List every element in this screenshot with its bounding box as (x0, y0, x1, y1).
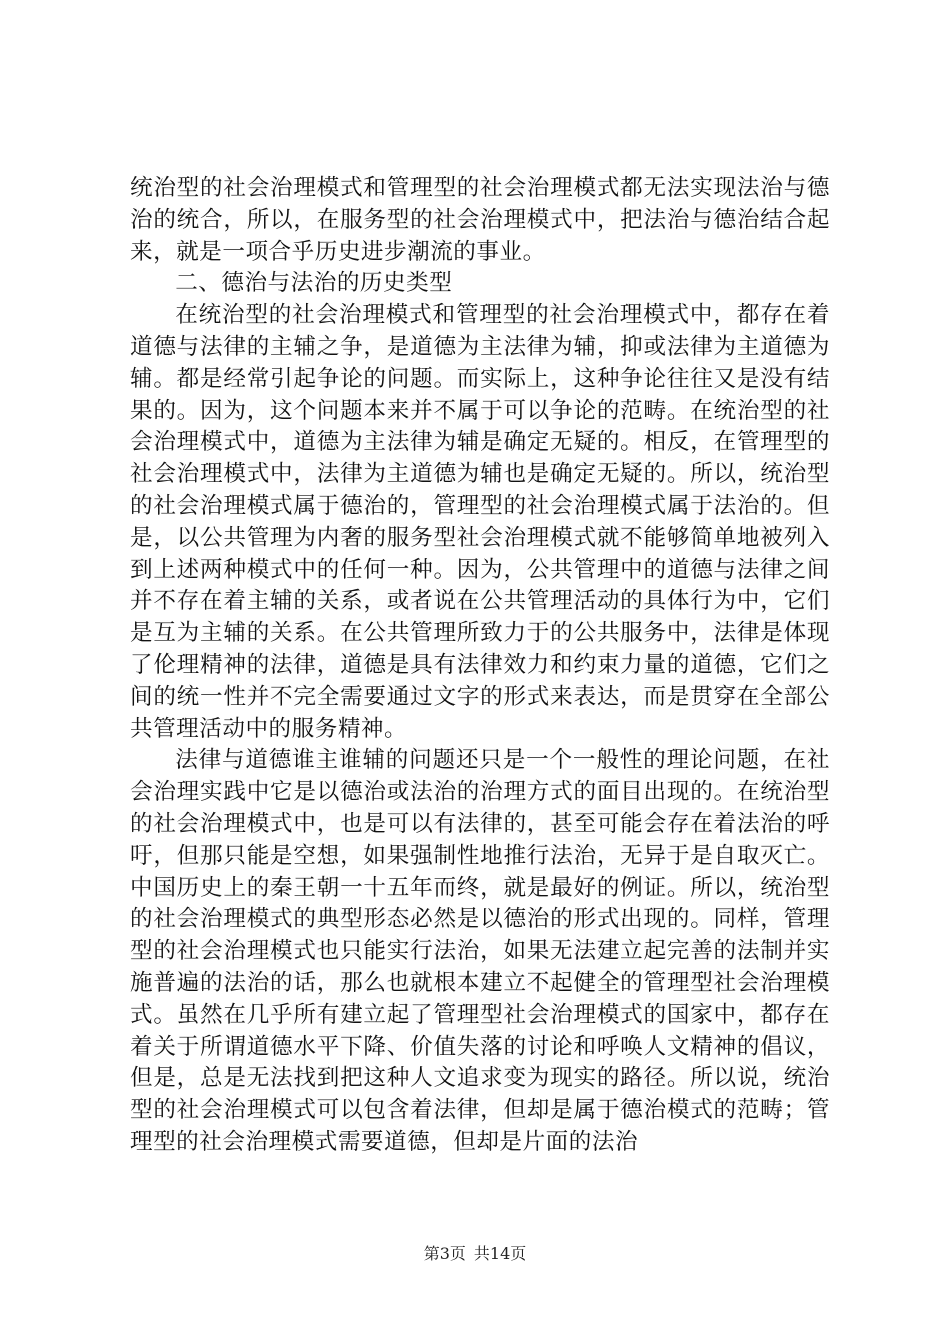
page-footer (0, 1244, 950, 1264)
page-total: 共14页 (473, 1244, 527, 1263)
document-body (130, 173, 830, 1159)
section-heading: 二、德治与法治的历史类型 (175, 270, 453, 297)
paragraph: 法律与道德谁主谁辅的问题还只是一个一般性的理论问题，在社会治理实践中它是以德治或法治的治理方式的面目出现的。在统治型的社会治理模式中，也是可以有法律的，甚至可能会存在着法治的呼吁，但那只能是空想，如果强制性地推行法治，无异于是自取灭亡。中国历史上的秦王朝一十五年而终，就是最好的例证。所以，统治型的社会治理模式的典型形态必然是以德治的形式出现的。同样，管理型的社会治理模式也只能实行法治，如果无法建立起完善的法制并实施普遍的法治的话，那么也就根本建立不起健全的管理型社会治理模式。虽然在几乎所有建立起了管理型社会治理模式的国家中，都存在着关于所谓道德水平下降、价值失落的讨论和呼唤人文精神的倡议，但是，总是无法找到把这种人文追求变为现实的路径。所以说，统治型的社会治理模式可以包含着法律，但却是属于德治模式的范畴；管理型的社会治理模式需要道德，但却是片面的法治 (130, 747, 830, 1155)
page-number: 第3页 (423, 1244, 466, 1263)
paragraph: 在统治型的社会治理模式和管理型的社会治理模式中，都存在着道德与法律的主辅之争，是道德为主法律为辅，抑或法律为主道德为辅。都是经常引起争论的问题。而实际上，这种争论往往又是没有结果的。因为，这个问题本来并不属于可以争论的范畴。在统治型的社会治理模式中，道德为主法律为辅是确定无疑的。相反，在管理型的社会治理模式中，法律为主道德为辅也是确定无疑的。所以，统治型的社会治理模式属于德治的，管理型的社会治理模式属于法治的。但是，以公共管理为内奢的服务型社会治理模式就不能够简单地被列入到上述两种模式中的任何一种。因为，公共管理中的道德与法律之间并不存在着主辅的关系，或者说在公共管理活动的具体行为中，它们是互为主辅的关系。在公共管理所致力于的公共服务中，法律是体现了伦理精神的法律，道德是具有法律效力和约束力量的道德，它们之间的统一性并不完全需要通过文字的形式来表达，而是贯穿在全部公共管理活动中的服务精神。 (130, 302, 830, 742)
paragraph-continuation: 统治型的社会治理模式和管理型的社会治理模式都无法实现法治与德治的统合，所以，在服务型的社会治理模式中，把法治与德治结合起来，就是一项合乎历史进步潮流的事业。 (130, 175, 830, 265)
